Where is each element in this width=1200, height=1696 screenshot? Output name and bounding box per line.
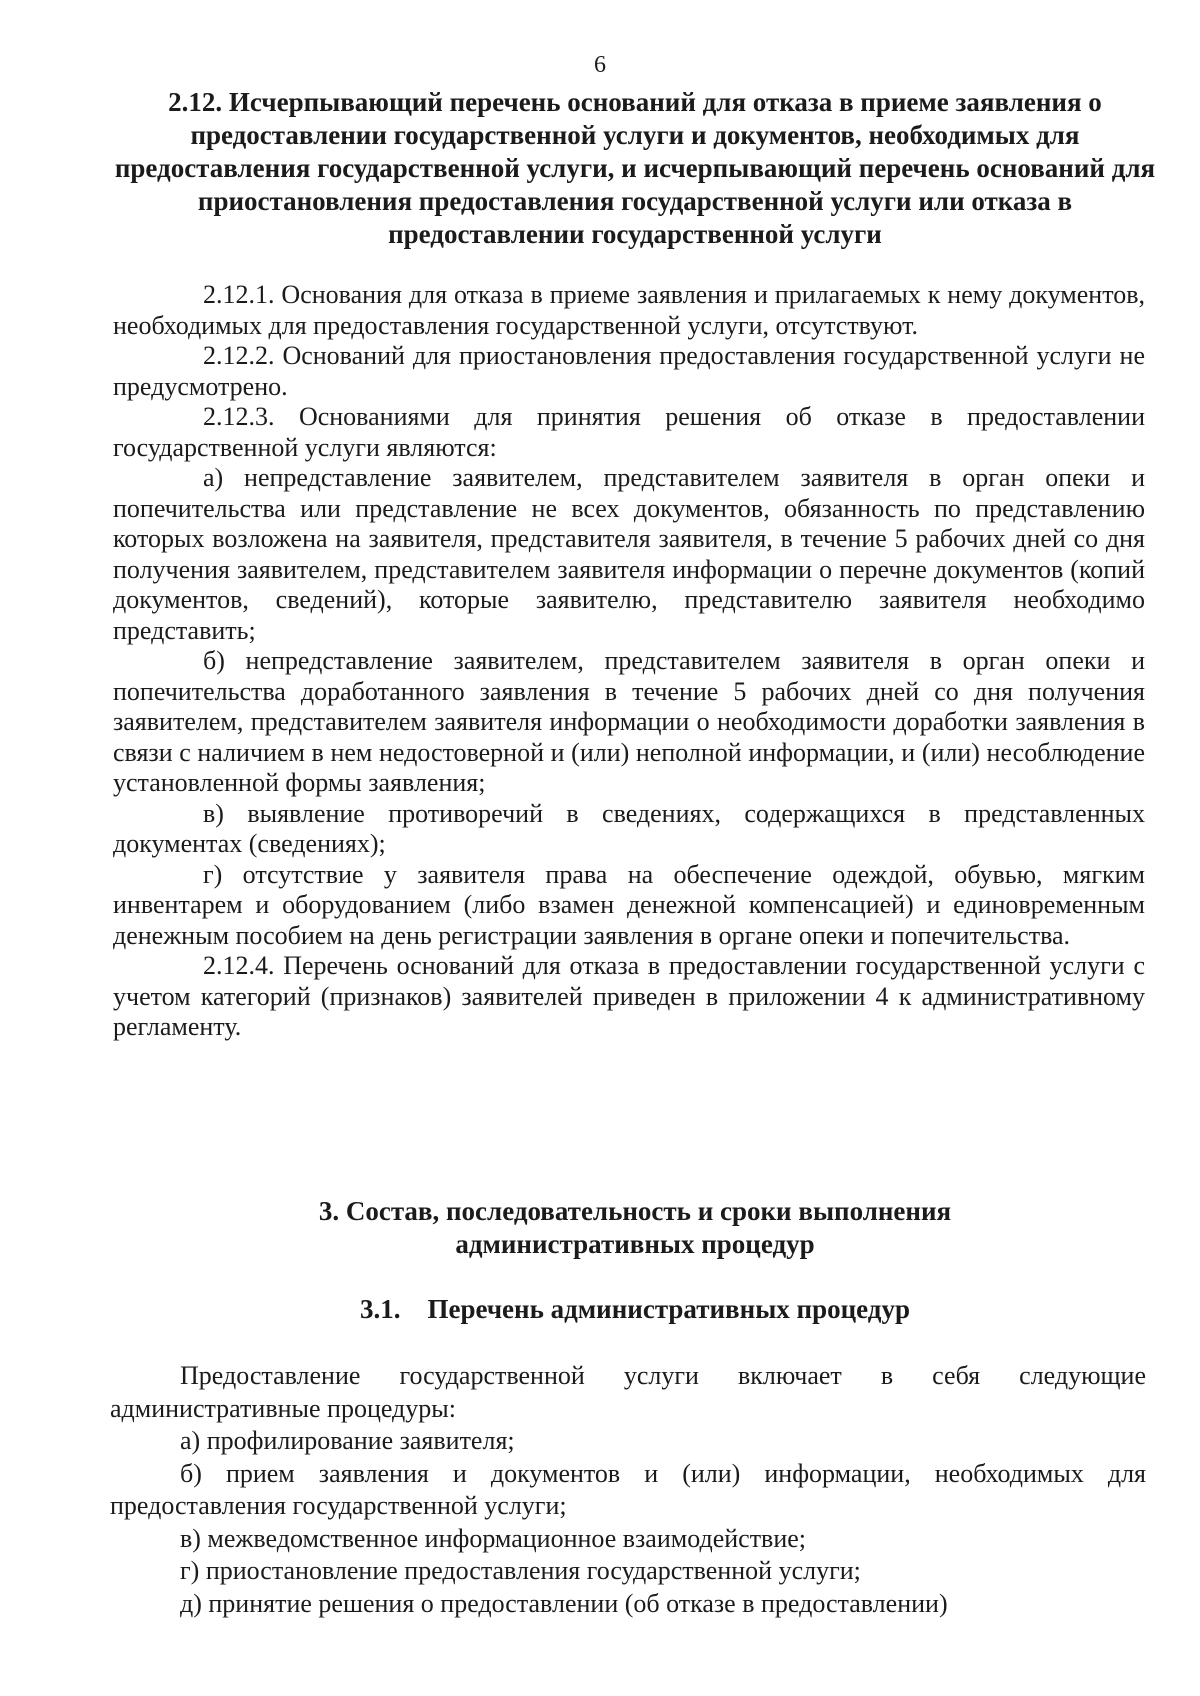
procedures-intro: Предоставление государственной услуги включает в себя следующие административные процедуры: bbox=[110, 1361, 1146, 1423]
paragraph-2-12-1: 2.12.1. Основания для отказа в приеме заявления и прилагаемых к нему документов, необходимых для предоставления государственной услуги, отсутствуют. bbox=[113, 280, 1145, 340]
procedure-item-g: г) приостановление предоставления государственной услуги; bbox=[180, 1556, 861, 1585]
procedure-item-d: д) принятие решения о предоставлении (об отказе в предоставлении) bbox=[180, 1588, 948, 1618]
page-number: 6 bbox=[594, 52, 606, 78]
section-3-heading-line-1: 3. Состав, последовательность и сроки выполнения bbox=[318, 1196, 952, 1226]
section-2-12-heading: 2.12. Исчерпывающий перечень оснований для отказа в приеме заявления о предоставлении государственной услуги и документов, необходимых для предоставления государственной услуги, и исчерпывающий перечень оснований для приостановления предоставления государственной услуги или отказа в предоставлении государственной услуги bbox=[114, 87, 1156, 249]
paragraph-2-12-2: 2.12.2. Оснований для приостановления предоставления государственной услуги не предусмотрено. bbox=[113, 341, 1145, 401]
section-2-12-body bbox=[113, 280, 1145, 1043]
section-3-1-heading: 3.1. Перечень административных процедур bbox=[360, 1294, 910, 1324]
section-3-heading bbox=[110, 1195, 1160, 1261]
list-item-a: а) непредставление заявителем, представителем заявителя в орган опеки и попечительства или представление не всех документов, обязанность по представлению которых возложена на заявителя, представителя заявителя, в течение 5 рабочих дней со дня получения заявителем, представителем заявителя информации о перечне документов (копий документов, сведений), которые заявителю, представителю заявителя необходимо представить; bbox=[113, 463, 1145, 645]
list-item-b: б) непредставление заявителем, представителем заявителя в орган опеки и попечительства доработанного заявления в течение 5 рабочих дней со дня получения заявителем, представителем заявителя информации о необходимости доработки заявления в связи с наличием в нем недостоверной и (или) неполной информации, и (или) несоблюдение установленной формы заявления; bbox=[113, 646, 1145, 797]
list-item-g: г) отсутствие у заявителя права на обеспечение одеждой, обувью, мягким инвентарем и оборудованием (либо взамен денежной компенсацией) и единовременным денежным пособием на день регистрации заявления в органе опеки и попечительства. bbox=[113, 859, 1145, 950]
list-item-v: в) выявление противоречий в сведениях, содержащихся в представленных документах (сведениях); bbox=[113, 798, 1145, 858]
section-3-heading-line-2: административных процедур bbox=[455, 1229, 815, 1259]
procedure-item-v: в) межведомственное информационное взаимодействие; bbox=[180, 1523, 807, 1553]
procedure-item-a: а) профилирование заявителя; bbox=[180, 1426, 515, 1455]
procedure-item-b: б) прием заявления и документов и (или) информации, необходимых для предоставления государственной услуги; bbox=[110, 1458, 1146, 1520]
section-3-1-body bbox=[110, 1360, 1146, 1620]
paragraph-2-12-3: 2.12.3. Основаниями для принятия решения об отказе в предоставлении государственной услуги являются: bbox=[113, 402, 1145, 462]
paragraph-2-12-4: 2.12.4. Перечень оснований для отказа в предоставлении государственной услуги с учетом категорий (признаков) заявителей приведен в приложении 4 к административному регламенту. bbox=[113, 951, 1145, 1041]
